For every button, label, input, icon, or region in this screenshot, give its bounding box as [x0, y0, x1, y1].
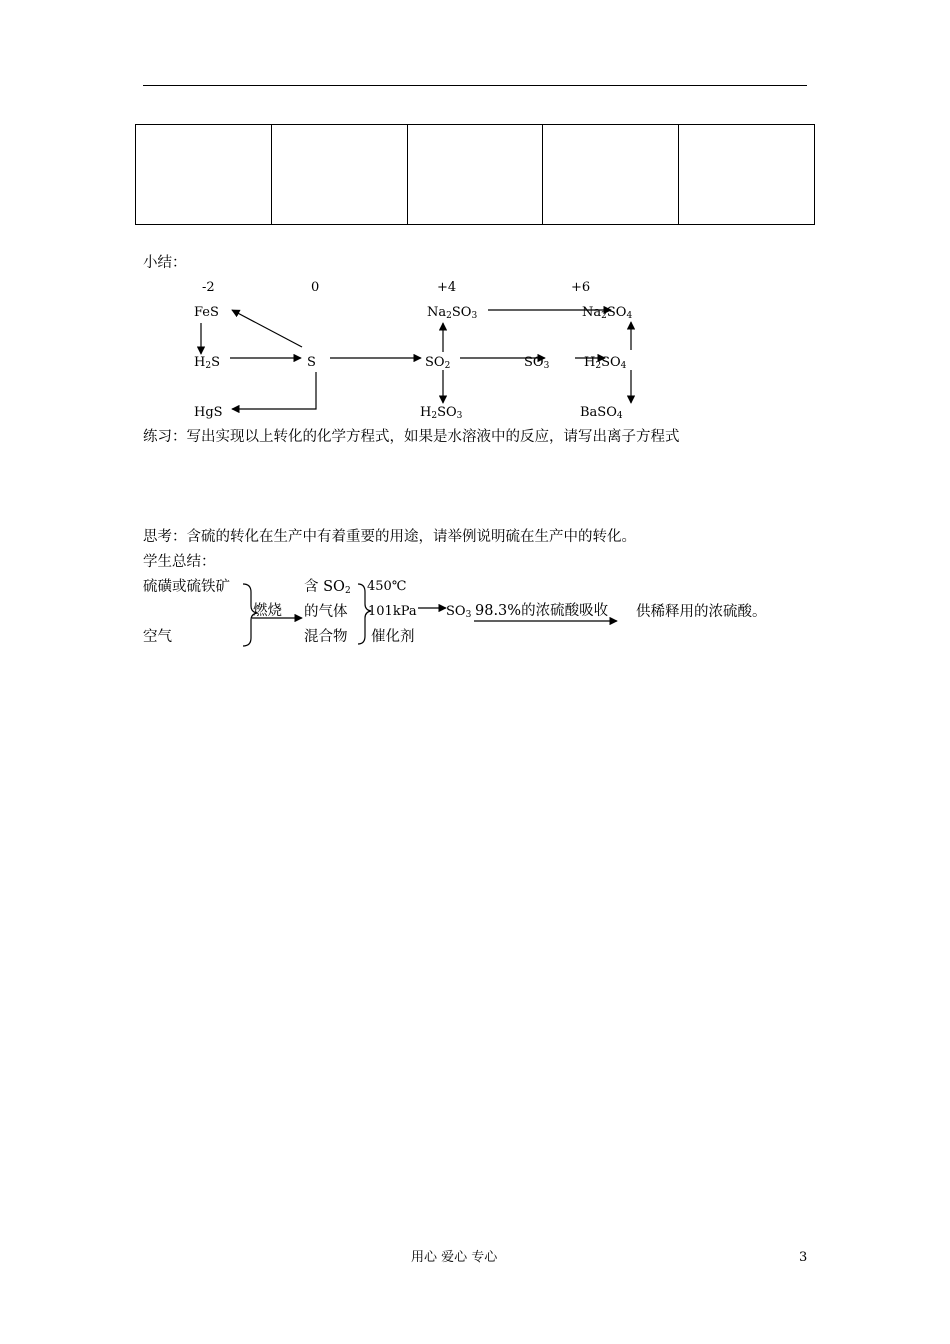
oxidation-state-minus2: -2 [202, 280, 215, 295]
species-baso4: BaSO$_4$ [580, 405, 623, 421]
species-fes: FeS [194, 305, 219, 320]
species-hgs: HgS [194, 405, 223, 420]
table-cell [543, 125, 679, 225]
condition-temperature: 450℃ [367, 579, 407, 594]
table-row [136, 125, 815, 225]
oxidation-state-0: 0 [311, 280, 320, 295]
species-na2so4: $Na_2SO_4$ [582, 305, 633, 321]
thinking-text: 思考：含硫的转化在生产中有着重要的用途，请举例说明硫在生产中的转化。 [143, 529, 636, 545]
oxidation-state-plus6: +6 [571, 280, 591, 295]
table-cell [136, 125, 272, 225]
summary-label: 小结： [143, 255, 187, 271]
condition-catalyst: 催化剂 [371, 629, 415, 645]
species-h2so4: $H_2SO_4$ [584, 355, 627, 371]
oxidation-state-plus4: +4 [437, 280, 457, 295]
gas-mixture-line2: 的气体 [304, 604, 348, 620]
blank-table [135, 124, 815, 225]
table-cell [407, 125, 543, 225]
condition-pressure: 101kPa [368, 604, 417, 619]
raw-material-sulfur-ore: 硫磺或硫铁矿 [143, 579, 230, 595]
student-summary-label: 学生总结： [143, 554, 216, 570]
exercise-text: 练习：写出实现以上转化的化学方程式，如果是水溶液中的反应，请写出离子方程式 [143, 429, 680, 445]
species-so2: $SO_2$ [425, 355, 451, 371]
table-cell [271, 125, 407, 225]
arrow-s-to-fes [232, 310, 302, 347]
gas-mixture-line1: 含 $SO_2$ [304, 579, 351, 596]
species-h2so3: $H_2SO_3$ [420, 405, 463, 421]
process-so3: $SO_3$ [446, 604, 472, 620]
page-number: 3 [799, 1250, 808, 1265]
arrow-s-to-hgs [232, 372, 316, 409]
footer-motto: 用心 爱心 专心 [411, 1250, 498, 1265]
raw-material-air: 空气 [143, 629, 172, 645]
table-cell [679, 125, 815, 225]
species-s: S [307, 355, 316, 370]
gas-mixture-line3: 混合物 [304, 629, 348, 645]
final-product: 供稀释用的浓硫酸。 [636, 604, 767, 620]
species-na2so3: $Na_2SO_3$ [427, 305, 478, 321]
species-h2s: $H_2S$ [194, 355, 220, 371]
absorption-label: 98.3%的浓硫酸吸收 [475, 603, 609, 619]
step-burn-label: 燃烧 [253, 603, 282, 619]
header-rule [143, 85, 807, 86]
species-so3: $SO_3$ [524, 355, 550, 371]
